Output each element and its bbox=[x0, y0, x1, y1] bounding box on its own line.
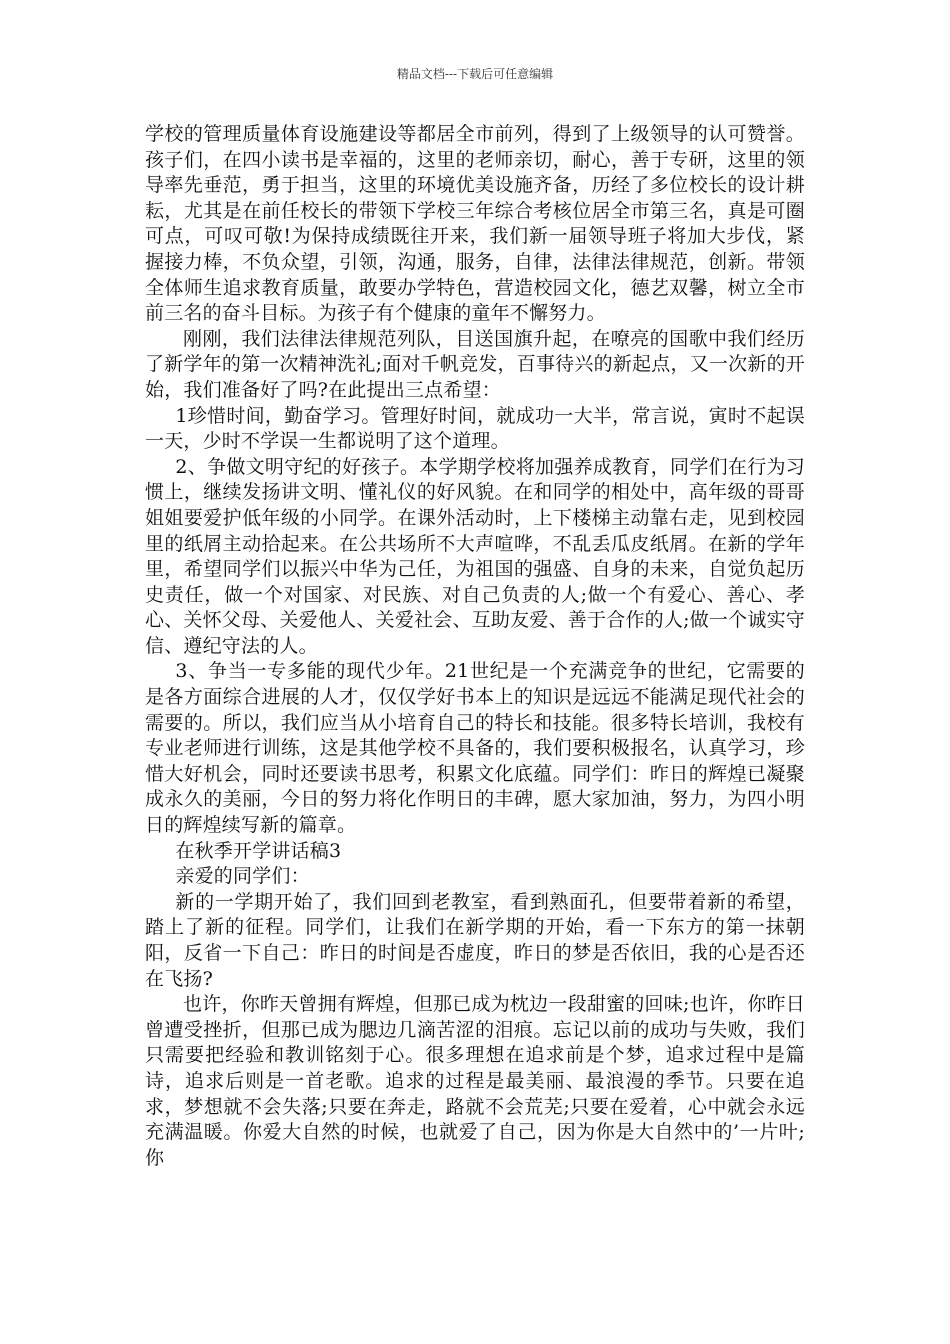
document-body bbox=[145, 122, 805, 1171]
page-header: 精品文档---下载后可任意编辑 bbox=[396, 67, 554, 81]
salutation: 亲爱的同学们： bbox=[175, 865, 310, 888]
paragraph-reflection: 也许，你昨天曾拥有辉煌，但那已成为枕边一段甜蜜的回味;也许，你昨日曾遭受挫折，但那已成为腮边几滴苦涩的泪痕。忘记以前的成功与失败，我们只需要把经验和教训铭刻于心。很多理想在追求前是个梦，追求过程中是篇诗，追求后则是一首老歌。追求的过程是最美丽、最浪漫的季节。只要在追求，梦想就不会失落;只要在奔走，路就不会荒芜;只要在爱着，心中就会永远充满温暖。你爱大自然的时候，也就爱了自己，因为你是大自然中的’一片叶;你 bbox=[145, 993, 805, 1169]
section-title: 在秋季开学讲话稿3 bbox=[175, 839, 342, 862]
paragraph-hope-2: 2、争做文明守纪的好孩子。本学期学校将加强养成教育，同学们在行为习惯上，继续发扬讲文明、懂礼仪的好风貌。在和同学的相处中，高年级的哥哥姐姐要爱护低年级的小同学。在课外活动时，上下楼梯主动靠右走，见到校园里的纸屑主动拾起来。在公共场所不大声喧哗，不乱丢瓜皮纸屑。在新的学年里，希望同学们以振兴中华为己任，为祖国的强盛、自身的未来，自觉负起历史责任，做一个对国家、对民族、对自己负责的人;做一个有爱心、善心、孝心、关怀父母、关爱他人、关爱社会、互助友爱、善于合作的人;做一个诚实守信、遵纪守法的人。 bbox=[145, 455, 805, 657]
paragraph-hope-3: 3、争当一专多能的现代少年。21世纪是一个充满竞争的世纪，它需要的是各方面综合进展的人才，仅仅学好书本上的知识是远远不能满足现代社会的需要的。所以，我们应当从小培育自己的特长和技能。很多特长培训，我校有专业老师进行训练，这是其他学校不具备的，我们要积极报名，认真学习，珍惜大好机会，同时还要读书思考，积累文化底蕴。同学们：昨日的辉煌已凝聚成永久的美丽，今日的努力将化作明日的丰碑，愿大家加油，努力，为四小明日的辉煌续写新的篇章。 bbox=[145, 660, 805, 837]
paragraph-hope-1: 1珍惜时间，勤奋学习。管理好时间，就成功一大半，常言说，寅时不起误一天，少时不学误一生都说明了这个道理。 bbox=[145, 404, 805, 453]
paragraph-new-semester: 新的一学期开始了，我们回到老教室，看到熟面孔，但要带着新的希望，踏上了新的征程。同学们，让我们在新学期的开始，看一下东方的第一抹朝阳，反省一下自己：昨日的时间是否虚度，昨日的梦是否依旧，我的心是否还在飞扬? bbox=[145, 890, 805, 990]
paragraph-school-intro: 学校的管理质量体育设施建设等都居全市前列，得到了上级领导的认可赞誉。孩子们，在四小读书是幸福的，这里的老师亲切，耐心，善于专研，这里的领导率先垂范，勇于担当，这里的环境优美设施齐备，历经了多位校长的设计耕耘，尤其是在前任校长的带领下学校三年综合考核位居全市第三名，真是可圈可点，可叹可敬!为保持成绩既往开来，我们新一届领导班子将加大步伐，紧握接力棒，不负众望，引领，沟通，服务，自律，法律法律规范，创新。带领全体师生追求教育质量，敢要办学特色，营造校园文化，德艺双馨，树立全市前三名的奋斗目标。为孩子有个健康的童年不懈努力。 bbox=[145, 123, 805, 325]
paragraph-flag-ceremony: 刚刚，我们法律法律规范列队，目送国旗升起，在嘹亮的国歌中我们经历了新学年的第一次精神洗礼;面对千帆竞发，百事待兴的新起点，又一次新的开始，我们准备好了吗?在此提出三点希望： bbox=[145, 327, 805, 401]
